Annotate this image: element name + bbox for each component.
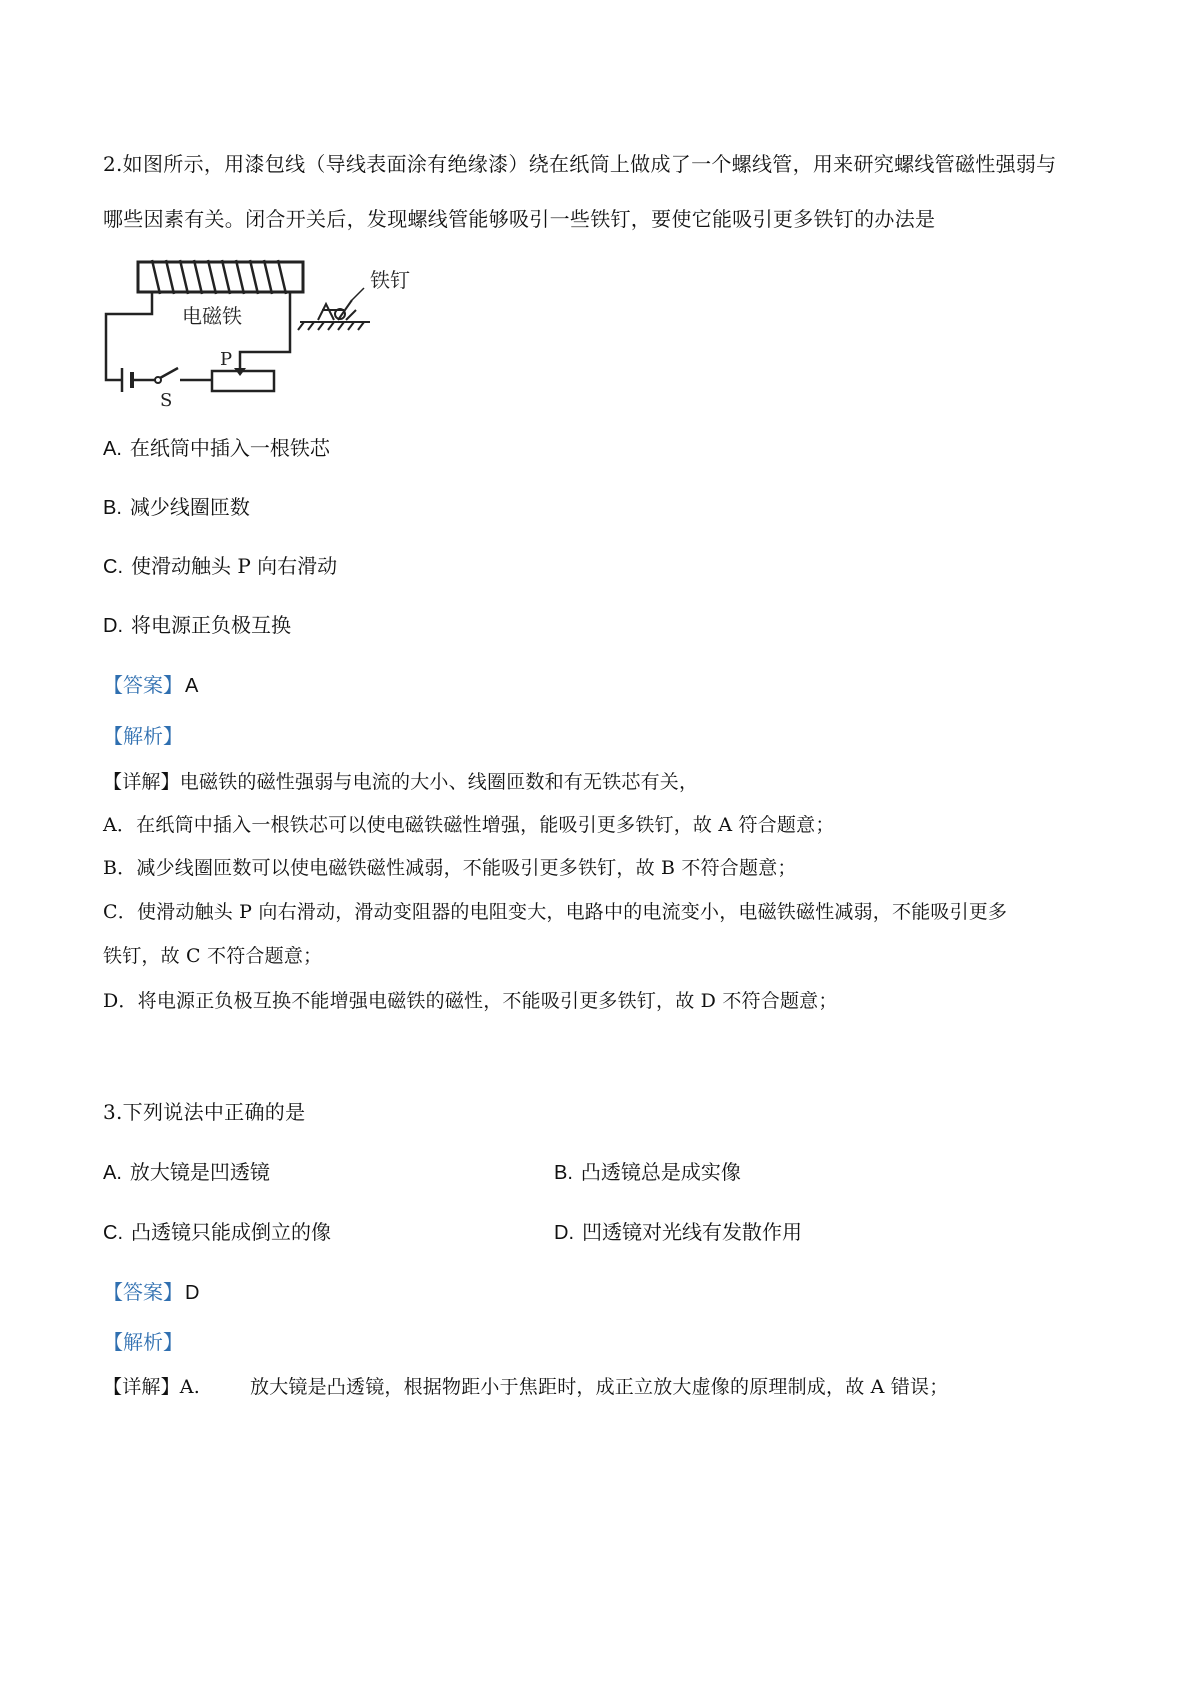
q3-detail-prefix: 【详解】A. xyxy=(103,1376,200,1398)
electromagnet-circuit-figure xyxy=(100,252,430,412)
option-label: A. xyxy=(103,1162,122,1184)
q3-option-c xyxy=(103,1216,331,1245)
option-text: 将电源正负极互换 xyxy=(131,613,291,637)
option-label: B. xyxy=(103,497,122,519)
switch-icon xyxy=(155,368,178,383)
q2-answer xyxy=(103,669,198,698)
q3-option-a xyxy=(103,1156,270,1185)
q3-answer xyxy=(103,1276,199,1305)
option-label: C. xyxy=(103,1222,123,1244)
answer-value: A xyxy=(185,675,199,697)
switch-label: S xyxy=(160,390,173,411)
q3-option-d xyxy=(554,1216,802,1245)
q2-detail-4: 铁钉，故 C 不符合题意； xyxy=(103,945,323,967)
option-label: A. xyxy=(103,438,122,460)
answer-tag: 【答案】 xyxy=(103,1280,183,1304)
option-text: 放大镜是凹透镜 xyxy=(129,1160,270,1184)
rheostat xyxy=(212,371,274,391)
nail-pointer-line xyxy=(352,288,364,300)
answer-value: D xyxy=(185,1282,200,1304)
option-label: B. xyxy=(554,1162,573,1184)
q2-option-d xyxy=(103,609,291,638)
q3-analysis-tag: 【解析】 xyxy=(103,1330,183,1354)
q3-stem: 3.下列说法中正确的是 xyxy=(103,1100,306,1124)
electromagnet-label: 电磁铁 xyxy=(182,304,242,328)
option-label: C. xyxy=(103,556,123,578)
q2-detail-5: D．将电源正负极互换不能增强电磁铁的磁性，不能吸引更多铁钉，故 D 不符合题意； xyxy=(103,990,838,1012)
q2-stem-line2: 哪些因素有关。闭合开关后，发现螺线管能够吸引一些铁钉，要使它能吸引更多铁钉的办法是 xyxy=(103,207,936,231)
q2-detail-3: C．使滑动触头 P 向右滑动，滑动变阻器的电阻变大，电路中的电流变小，电磁铁磁性减弱，不能吸引更多 xyxy=(103,901,1008,923)
option-text: 凸透镜总是成实像 xyxy=(580,1160,741,1184)
option-label: D. xyxy=(103,615,123,637)
option-label: D. xyxy=(554,1222,574,1244)
option-text: 使滑动触头 P 向右滑动 xyxy=(131,554,338,578)
q2-detail-2: B．减少线圈匝数可以使电磁铁磁性减弱，不能吸引更多铁钉，故 B 不符合题意； xyxy=(103,857,797,879)
ground-surface xyxy=(298,322,370,330)
battery-icon xyxy=(122,368,132,392)
option-text: 在纸筒中插入一根铁芯 xyxy=(129,436,330,460)
option-text: 减少线圈匝数 xyxy=(129,495,250,519)
q2-option-a xyxy=(103,432,330,461)
q2-detail-0: 【详解】电磁铁的磁性强弱与电流的大小、线圈匝数和有无铁芯有关， xyxy=(103,771,699,793)
q2-option-b xyxy=(103,491,250,520)
slider-label: P xyxy=(220,349,233,370)
q3-option-b xyxy=(554,1156,741,1185)
solenoid-coil xyxy=(152,260,286,294)
option-text: 凸透镜只能成倒立的像 xyxy=(131,1220,331,1244)
answer-tag: 【答案】 xyxy=(103,673,183,697)
q2-option-c xyxy=(103,550,337,579)
option-text: 凹透镜对光线有发散作用 xyxy=(582,1220,802,1244)
iron-nails-icon xyxy=(318,300,356,320)
q2-analysis-tag: 【解析】 xyxy=(103,724,183,748)
q3-detail-text: 放大镜是凸透镜，根据物距小于焦距时，成正立放大虚像的原理制成，故 A 错误； xyxy=(250,1376,949,1398)
q2-stem-line1: 2.如图所示，用漆包线（导线表面涂有绝缘漆）绕在纸筒上做成了一个螺线管，用来研究螺线管磁性强弱与 xyxy=(103,152,1057,176)
q2-detail-1: A．在纸筒中插入一根铁芯可以使电磁铁磁性增强，能吸引更多铁钉，故 A 符合题意； xyxy=(103,814,835,836)
nail-label: 铁钉 xyxy=(370,268,410,292)
